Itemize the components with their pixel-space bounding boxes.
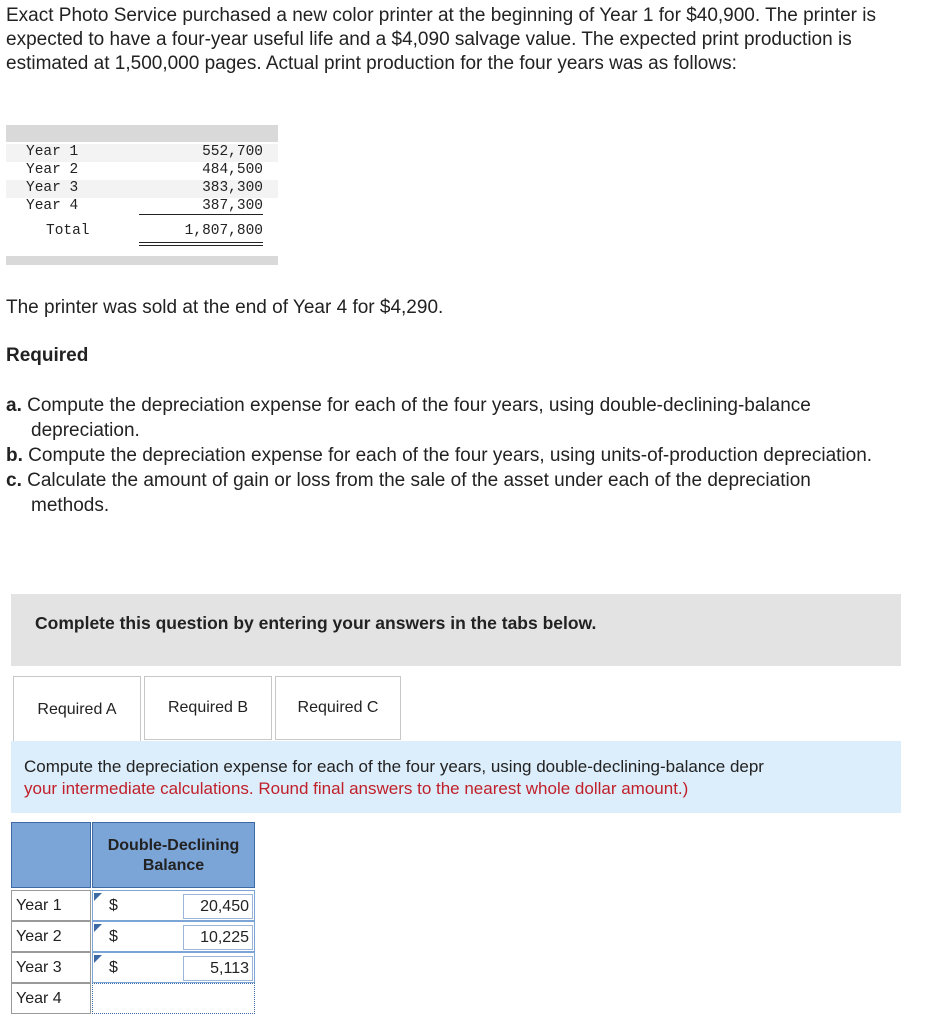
requirement-letter: c. <box>6 470 22 491</box>
instruction-line-1: Compute the depreciation expense for each of the four years, using double-declining-balance depr <box>24 757 764 776</box>
total-double-rule <box>139 242 263 246</box>
requirements-list <box>6 393 886 518</box>
answer-flag-icon <box>94 955 102 963</box>
requirement-c <box>6 468 886 518</box>
table-top-band <box>6 125 278 142</box>
column-header-ddb: Double-Declining Balance <box>92 822 255 888</box>
answer-flag-icon <box>94 893 102 901</box>
answer-cell <box>92 890 255 921</box>
production-row <box>6 180 278 198</box>
row-label-year: Year 3 <box>11 952 91 983</box>
production-total-label: Total <box>46 223 90 239</box>
requirement-text: Compute the depreciation expense for each of the four years, using units-of-production depreciation. <box>28 445 873 466</box>
tab-required-c[interactable]: Required C <box>275 676 401 740</box>
banner-text: Complete this question by entering your answers in the tabs below. <box>35 613 597 633</box>
answer-input[interactable]: 10,225 <box>183 925 253 950</box>
row-label-year: Year 1 <box>11 890 91 921</box>
required-heading: Required <box>6 345 89 366</box>
requirement-letter: a. <box>6 395 22 416</box>
requirement-letter: b. <box>6 445 23 466</box>
answer-flag-icon <box>94 924 102 932</box>
answer-cell <box>92 921 255 952</box>
production-year: Year 1 <box>26 144 79 160</box>
production-table <box>6 125 278 265</box>
currency-symbol: $ <box>109 959 118 976</box>
production-pages: 552,700 <box>202 144 263 160</box>
total-rule <box>139 214 263 215</box>
answer-cell <box>92 952 255 983</box>
production-year: Year 4 <box>26 198 79 214</box>
answer-input[interactable]: 5,113 <box>183 956 253 981</box>
question-instruction <box>11 741 901 813</box>
currency-symbol: $ <box>109 897 118 914</box>
answer-cell-empty[interactable] <box>92 983 255 1014</box>
row-label-year: Year 2 <box>11 921 91 952</box>
header-blank-cell <box>11 822 91 888</box>
table-bottom-band <box>6 256 278 265</box>
requirement-text: Calculate the amount of gain or loss from the sale of the asset under each of the depreciation methods. <box>27 470 811 516</box>
tab-required-a[interactable]: Required A <box>13 676 141 742</box>
production-year: Year 2 <box>26 162 79 178</box>
currency-symbol: $ <box>109 928 118 945</box>
production-pages: 383,300 <box>202 180 263 196</box>
production-row <box>6 144 278 162</box>
production-pages: 387,300 <box>202 198 263 214</box>
answer-input[interactable]: 20,450 <box>183 894 253 919</box>
row-label-year: Year 4 <box>11 983 91 1014</box>
instruction-banner <box>11 594 901 666</box>
production-row <box>6 162 278 180</box>
production-year: Year 3 <box>26 180 79 196</box>
tab-required-b[interactable]: Required B <box>144 676 272 740</box>
requirement-text: Compute the depreciation expense for each of the four years, using double-declining-balance depreciation. <box>27 395 811 441</box>
instruction-line-2: your intermediate calculations. Round final answers to the nearest whole dollar amount.) <box>24 779 689 798</box>
requirement-a <box>6 393 886 443</box>
problem-intro: Exact Photo Service purchased a new color printer at the beginning of Year 1 for $40,900. The printer is expected to have a four-year useful life and a $4,090 salvage value. The expected print production is estimated at 1,500,000 pages. Actual print production for the four years was as follows: <box>6 5 876 74</box>
production-pages: 484,500 <box>202 162 263 178</box>
sale-info: The printer was sold at the end of Year 4 for $4,290. <box>6 297 444 318</box>
production-total-value: 1,807,800 <box>184 223 263 239</box>
requirement-b <box>6 443 886 468</box>
